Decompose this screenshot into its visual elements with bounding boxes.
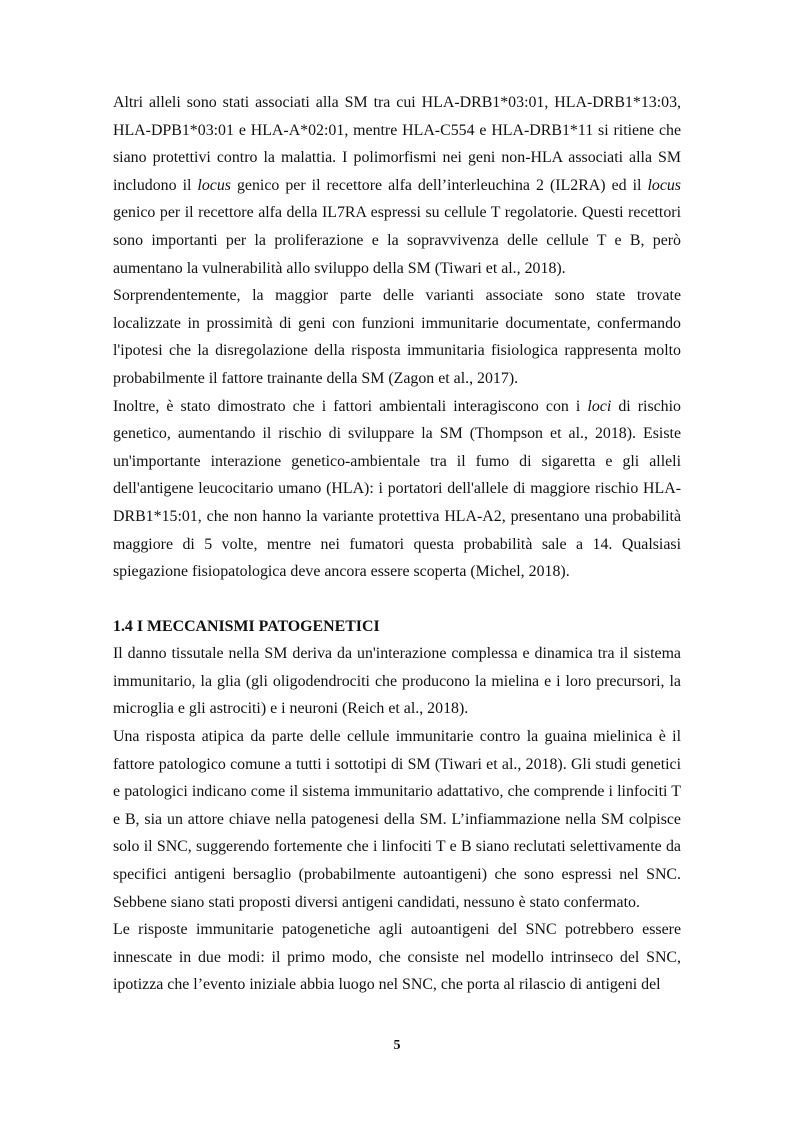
- paragraph: [113, 916, 681, 999]
- paragraph-text: genico per il recettore alfa dell’interleuchina 2 (IL2RA) ed il: [230, 176, 648, 194]
- paragraph: [113, 282, 681, 392]
- italic-term: locus: [647, 176, 681, 194]
- paragraph-text: Inoltre, è stato dimostrato che i fattori ambientali interagiscono con i: [113, 397, 588, 415]
- paragraph-text: Una risposta atipica da parte delle cellule immunitarie contro la guaina mielinica è il fattore patologico comune a tutti i sottotipi di SM (Tiwari et al., 2018). Gli studi genetici e patologici indicano come il sistema immunitario adattativo, che comprende i linfociti T e B, sia un attore chiave nella patogenesi della SM. L’infiammazione nella SM colpisce solo il SNC, suggerendo fortemente che i linfociti T e B siano reclutati selettivamente da specifici antigeni bersaglio (probabilmente autoantigeni) che sono espressi nel SNC. Sebbene siano stati proposti diversi antigeni candidati, nessuno è stato confermato.: [113, 728, 681, 911]
- section-heading: 1.4 I MECCANISMI PATOGENETICI: [113, 617, 380, 635]
- intro-paragraphs: [113, 89, 681, 586]
- page-number: 5: [393, 1038, 401, 1053]
- italic-term: locus: [197, 176, 231, 194]
- paragraph: [113, 89, 681, 282]
- page-body: [113, 89, 681, 999]
- section-paragraphs: [113, 640, 681, 999]
- paragraph-text: di rischio genetico, aumentando il rischio di sviluppare la SM (Thompson et al., 2018). Esiste un'importante interazione genetico-ambientale tra il fumo di sigaretta e gli alleli dell'antigene leucocitario umano (HLA): i portatori dell'allele di maggiore rischio HLA-DRB1*15:01, che non hanno la variante protettiva HLA-A2, presentano una probabilità maggiore di 5 volte, mentre nei fumatori questa probabilità sale a 14. Qualsiasi spiegazione fisiopatologica deve ancora essere scoperta (Michel, 2018).: [113, 397, 681, 581]
- paragraph-text: Altri alleli sono stati associati alla SM tra cui HLA-DRB1*03:01, HLA-DRB1*13:03, HLA-DPB1*03:01 e HLA-A*02:01, mentre HLA-C554 e HLA-DRB1*11 si ritiene che siano protettivi contro la malattia. I polimorfismi nei geni non-HLA associati alla SM includono il: [113, 94, 681, 194]
- paragraph-text: Sorprendentemente, la maggior parte delle varianti associate sono state trovate localizzate in prossimità di geni con funzioni immunitarie documentate, confermando l'ipotesi che la disregolazione della risposta immunitaria fisiologica rappresenta molto probabilmente il fattore trainante della SM (Zagon et al., 2017).: [113, 287, 681, 387]
- paragraph-text: genico per il recettore alfa della IL7RA espressi su cellule T regolatorie. Questi recettori sono importanti per la proliferazione e la sopravvivenza delle cellule T e B, però aumentano la vulnerabilità allo sviluppo della SM (Tiwari et al., 2018).: [113, 204, 681, 277]
- paragraph: [113, 723, 681, 916]
- italic-term: loci: [587, 397, 612, 415]
- paragraph-text: Il danno tissutale nella SM deriva da un'interazione complessa e dinamica tra il sistema immunitario, la glia (gli oligodendrociti che producono la mielina e i loro precursori, la microglia e gli astrociti) e i neuroni (Reich et al., 2018).: [113, 645, 681, 718]
- paragraph-text: Le risposte immunitarie patogenetiche agli autoantigeni del SNC potrebbero essere innescate in due modi: il primo modo, che consiste nel modello intrinseco del SNC, ipotizza che l’evento iniziale abbia luogo nel SNC, che porta al rilascio di antigeni del: [113, 921, 681, 994]
- paragraph: [113, 640, 681, 723]
- paragraph: [113, 393, 681, 586]
